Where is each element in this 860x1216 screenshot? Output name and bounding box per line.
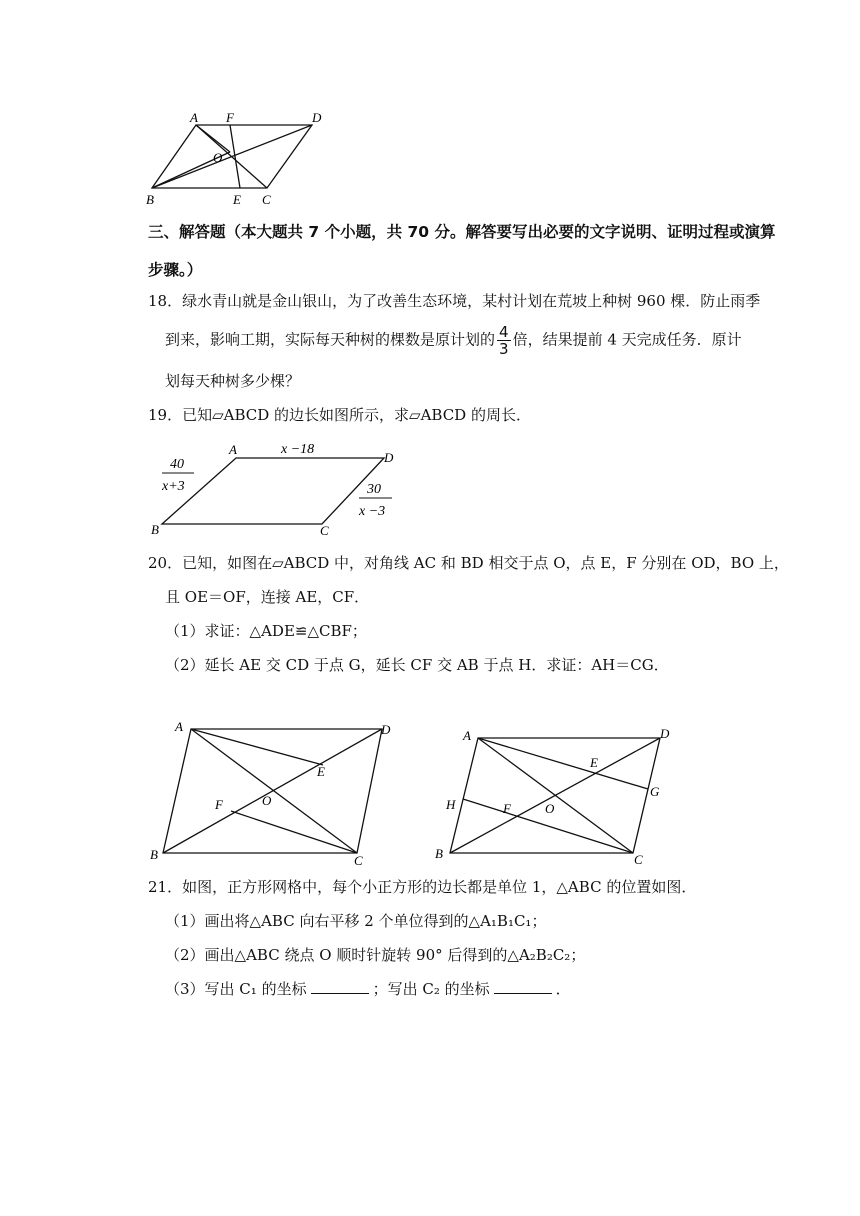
label-O: O bbox=[545, 801, 555, 816]
label-H: H bbox=[446, 797, 456, 812]
q18-line2 bbox=[165, 324, 748, 357]
answer-blank-c1[interactable] bbox=[311, 979, 369, 994]
label-B: B bbox=[151, 522, 159, 537]
label-top-side: x −18 bbox=[281, 442, 315, 457]
label-G: G bbox=[650, 784, 660, 799]
section-heading-cont: 步骤。） bbox=[148, 261, 203, 279]
q18-text-before: 到来，影响工期，实际每天种树的棵数是原计划的 bbox=[165, 330, 496, 349]
q20-part1: （1）求证：△ADE≌△CBF； bbox=[165, 622, 367, 640]
q20-part2: （2）延长 AE 交 CD 于点 G，延长 CF 交 AB 于点 H．求证：AH＝CG． bbox=[165, 656, 669, 674]
answer-blank-c2[interactable] bbox=[494, 979, 552, 994]
figure-q17 bbox=[140, 108, 340, 210]
q21-line1: 21．如图，正方形网格中，每个小正方形的边长都是单位 1，△ABC 的位置如图． bbox=[148, 878, 697, 896]
q21-part1: （1）画出将△ABC 向右平移 2 个单位得到的△A₁B₁C₁； bbox=[165, 912, 547, 930]
label-B: B bbox=[146, 192, 154, 207]
label-left-num: 40 bbox=[170, 457, 184, 472]
q21-part3-b: ；写出 C₂ 的坐标 bbox=[372, 980, 490, 998]
figure-q19 bbox=[148, 438, 410, 542]
q18-text-after: 倍，结果提前 4 天完成任务．原计 bbox=[512, 330, 742, 349]
label-F: F bbox=[503, 801, 511, 816]
q18-line3: 划每天种树多少棵？ bbox=[165, 372, 301, 390]
q21-part2: （2）画出△ABC 绕点 O 顺时针旋转 90° 后得到的△A₂B₂C₂； bbox=[165, 946, 586, 964]
figure-q20-1 bbox=[145, 715, 400, 865]
label-D: D bbox=[381, 722, 391, 737]
label-O: O bbox=[213, 150, 223, 165]
label-left-den: x+3 bbox=[162, 479, 185, 494]
label-A: A bbox=[229, 442, 237, 457]
q21-part3-a: （3）写出 C₁ 的坐标 bbox=[165, 980, 307, 998]
fraction-4-3: $\frac{4}{3}$ bbox=[499, 323, 509, 358]
label-D: D bbox=[312, 110, 322, 125]
label-D: D bbox=[660, 726, 670, 741]
label-O: O bbox=[262, 793, 272, 808]
label-C: C bbox=[262, 192, 271, 207]
label-E: E bbox=[317, 764, 325, 779]
label-right-den: x −3 bbox=[359, 504, 386, 519]
label-right-num: 30 bbox=[367, 482, 381, 497]
q20-line2: 且 OE＝OF，连接 AE，CF． bbox=[165, 588, 370, 606]
label-C: C bbox=[354, 853, 363, 865]
label-A: A bbox=[190, 110, 198, 125]
q18-line1: 18．绿水青山就是金山银山，为了改善生态环境，某村计划在荒坡上种树 960 棵．防止雨季 bbox=[148, 292, 761, 310]
figure-q20-2 bbox=[430, 722, 685, 868]
label-C: C bbox=[634, 852, 643, 867]
label-B: B bbox=[435, 846, 443, 861]
label-C: C bbox=[320, 523, 329, 538]
label-D: D bbox=[384, 450, 394, 465]
q19-text: 19．已知▱ABCD 的边长如图所示，求▱ABCD 的周长． bbox=[148, 406, 531, 424]
label-A: A bbox=[463, 728, 471, 743]
label-F: F bbox=[215, 797, 223, 812]
label-E: E bbox=[233, 192, 241, 207]
label-B: B bbox=[150, 847, 158, 862]
q21-part3-c: ． bbox=[555, 980, 571, 998]
section-heading: 三、解答题（本大题共 7 个小题，共 70 分。解答要写出必要的文字说明、证明过程或演算 bbox=[148, 223, 776, 241]
label-A: A bbox=[175, 719, 183, 734]
q20-line1: 20．已知，如图在▱ABCD 中，对角线 AC 和 BD 相交于点 O，点 E，F 分别在 OD，BO 上， bbox=[148, 554, 789, 572]
q21-part3 bbox=[165, 978, 748, 1000]
label-F: F bbox=[226, 110, 234, 125]
label-E: E bbox=[590, 755, 598, 770]
